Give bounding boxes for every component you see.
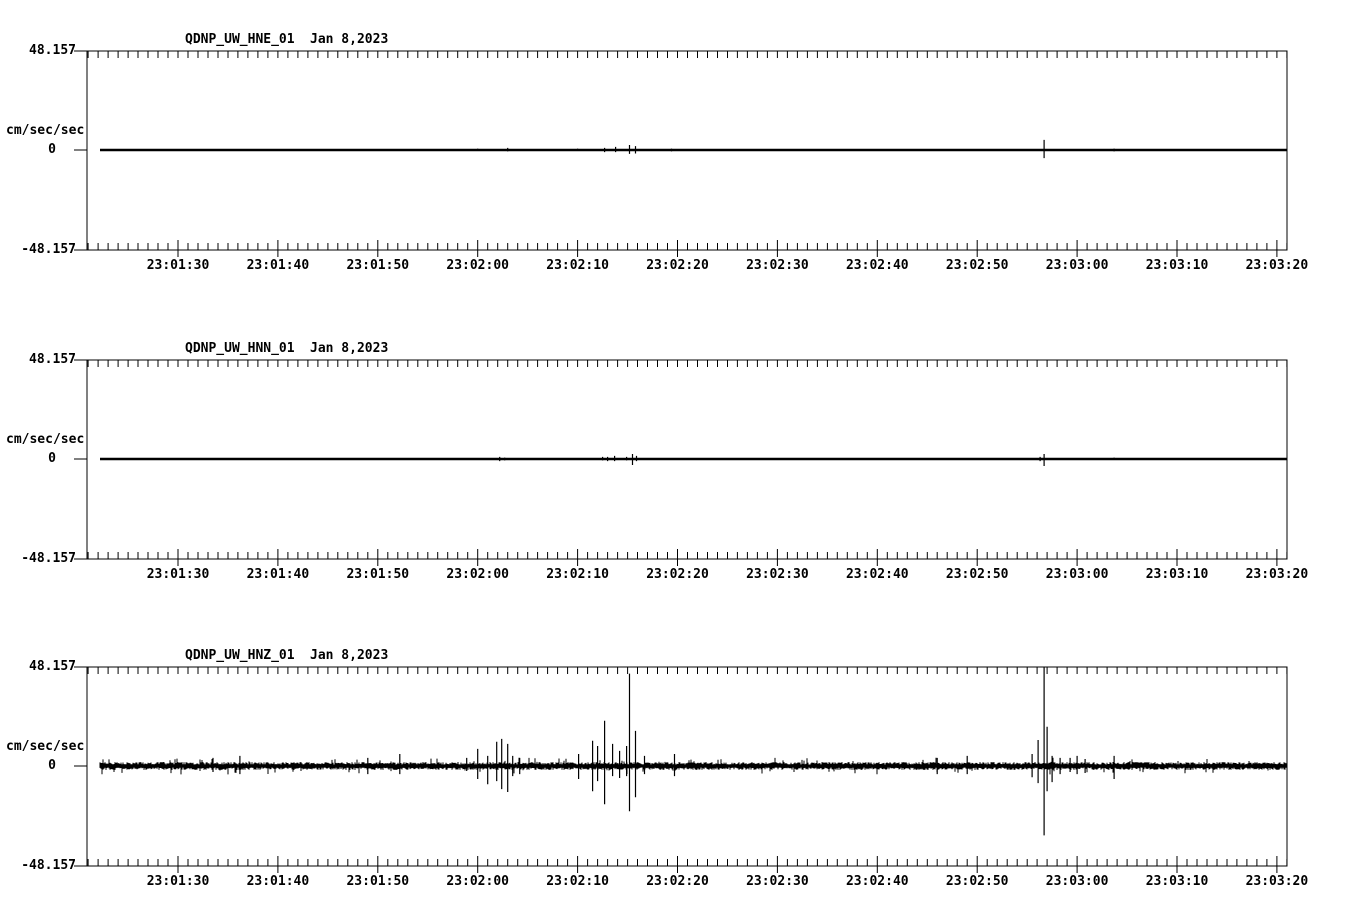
- x-tick-label: 23:01:30: [146, 567, 210, 582]
- x-tick-label: 23:01:30: [146, 258, 210, 273]
- x-tick-label: 23:02:20: [646, 874, 709, 889]
- x-tick-label: 23:02:00: [446, 567, 509, 582]
- x-tick-label: 23:03:20: [1245, 258, 1309, 273]
- panel-title-station: QDNP_UW_HNZ_01: [185, 648, 295, 663]
- x-tick-label: 23:01:40: [246, 567, 310, 582]
- panel-title-station: QDNP_UW_HNE_01: [185, 32, 295, 47]
- y-axis-max-label: 48.157: [29, 659, 76, 674]
- seismogram-panel: [0, 0, 1358, 290]
- y-axis-min-label: -48.157: [21, 551, 76, 566]
- waveform-spikes: [213, 667, 1114, 835]
- panel-title-date: Jan 8,2023: [310, 648, 389, 663]
- x-tick-label: 23:01:40: [246, 874, 310, 889]
- x-tick-label: 23:02:00: [446, 258, 509, 273]
- y-axis-ticks: [74, 667, 87, 866]
- y-axis-ticks: [74, 360, 87, 559]
- x-tick-label: 23:02:30: [746, 258, 809, 273]
- y-axis-zero-label: 0: [48, 142, 56, 157]
- y-axis-zero-label: 0: [48, 758, 56, 773]
- x-tick-label: 23:02:50: [945, 567, 1009, 582]
- panel-title-date: Jan 8,2023: [310, 341, 389, 356]
- y-axis-min-label: -48.157: [21, 242, 76, 257]
- y-axis-unit-label: cm/sec/sec: [6, 739, 85, 754]
- x-tick-label: 23:02:00: [446, 874, 509, 889]
- x-tick-label: 23:02:40: [845, 567, 909, 582]
- x-tick-label: 23:01:50: [346, 567, 410, 582]
- x-tick-label: 23:03:10: [1145, 874, 1209, 889]
- x-tick-label: 23:02:10: [546, 874, 609, 889]
- x-tick-label: 23:01:40: [246, 258, 310, 273]
- seismogram-panel: [0, 616, 1358, 906]
- x-tick-label: 23:03:20: [1245, 567, 1309, 582]
- x-tick-label: 23:03:10: [1145, 567, 1209, 582]
- seismogram-panel: [0, 309, 1358, 599]
- y-axis-ticks: [74, 51, 87, 250]
- y-axis-unit-label: cm/sec/sec: [6, 432, 85, 447]
- x-tick-label: 23:02:40: [845, 874, 909, 889]
- x-tick-label: 23:02:20: [646, 258, 709, 273]
- x-tick-label: 23:01:30: [146, 874, 210, 889]
- x-tick-label: 23:02:30: [746, 567, 809, 582]
- x-tick-label: 23:03:20: [1245, 874, 1309, 889]
- y-axis-unit-label: cm/sec/sec: [6, 123, 85, 138]
- panel-title-date: Jan 8,2023: [310, 32, 389, 47]
- y-axis-min-label: -48.157: [21, 858, 76, 873]
- x-tick-label: 23:03:00: [1045, 874, 1109, 889]
- x-tick-label: 23:03:00: [1045, 258, 1109, 273]
- waveform-noise-band: [100, 758, 1287, 775]
- x-tick-label: 23:02:20: [646, 567, 709, 582]
- x-tick-label: 23:02:10: [546, 258, 609, 273]
- x-tick-label: 23:01:50: [346, 258, 410, 273]
- x-tick-label: 23:03:00: [1045, 567, 1109, 582]
- x-tick-label: 23:02:50: [945, 258, 1009, 273]
- x-tick-label: 23:01:50: [346, 874, 410, 889]
- panel-title-station: QDNP_UW_HNN_01: [185, 341, 295, 356]
- x-tick-label: 23:02:10: [546, 567, 609, 582]
- x-tick-label: 23:03:10: [1145, 258, 1209, 273]
- x-tick-label: 23:02:40: [845, 258, 909, 273]
- x-tick-label: 23:02:30: [746, 874, 809, 889]
- y-axis-zero-label: 0: [48, 451, 56, 466]
- y-axis-max-label: 48.157: [29, 352, 76, 367]
- y-axis-max-label: 48.157: [29, 43, 76, 58]
- x-tick-label: 23:02:50: [945, 874, 1009, 889]
